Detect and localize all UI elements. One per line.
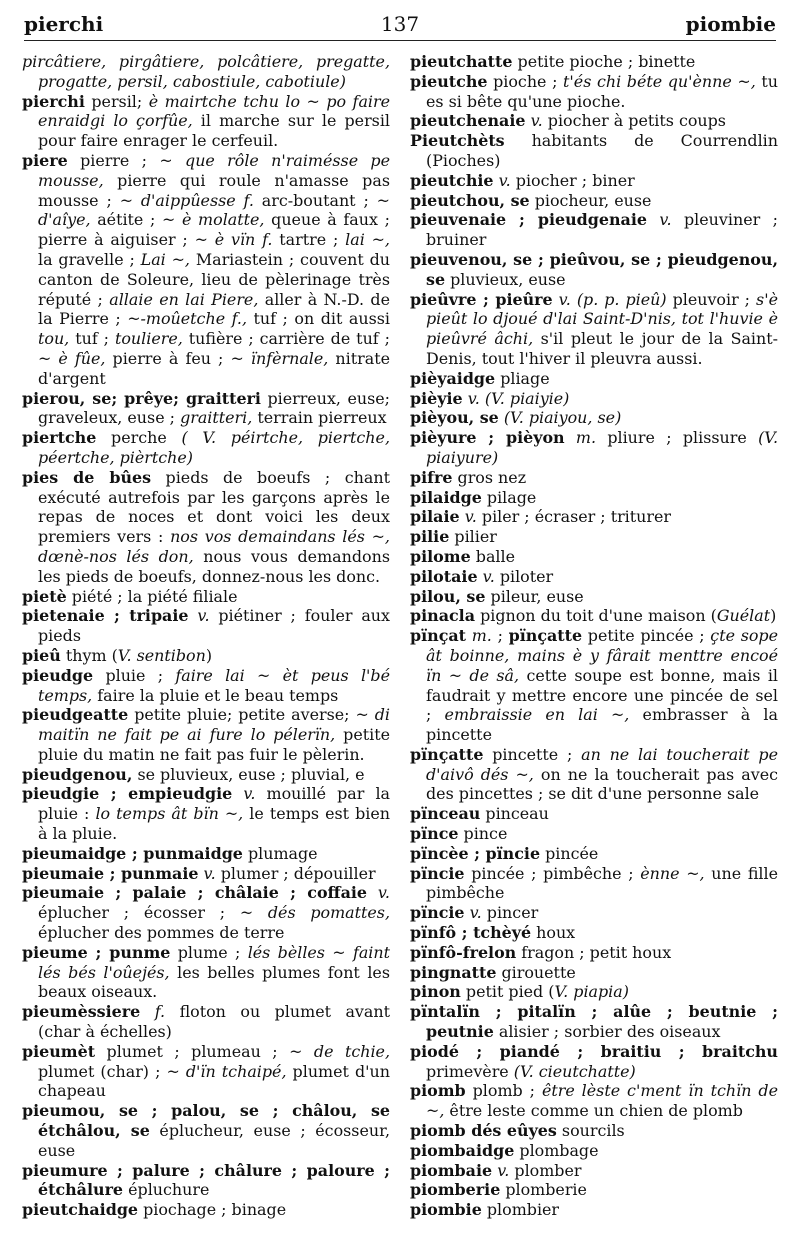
entry-headword: pieumaie ; palaie ; châlaie ; coffaie [22, 883, 368, 903]
entry-definition: petit pied ( [460, 982, 555, 1002]
entry-definition: persil; [84, 91, 149, 111]
entry-headword: piombie [410, 1200, 482, 1220]
entry-headword: pieumure ; palure ; châlure ; paloure ; étchâlure [22, 1160, 390, 1200]
entry-headword: pierchi [22, 91, 85, 111]
entry-example: lés bèlles ~ faint lés bés l'oûejés, [38, 942, 390, 982]
dictionary-entry [22, 428, 390, 468]
entry-definition [140, 1002, 154, 1021]
entry-definition: Mariastein ; couvent du canton de Soleure, lieu de pèlerinage très réputé ; [38, 249, 390, 309]
entry-definition: les belles plumes font les beaux oiseaux. [38, 962, 390, 1002]
dictionary-entry [22, 666, 390, 706]
entry-headword: pilaie [410, 507, 460, 527]
dictionary-entry [410, 131, 778, 171]
entry-definition: queue à faux ; pierre à aiguiser ; [38, 210, 390, 250]
right-column [410, 52, 778, 1220]
entry-headword: pieûvre ; pieûre [410, 289, 553, 309]
entry-definition: piloter [494, 566, 554, 586]
dictionary-entry [410, 844, 778, 864]
entry-example: v. [203, 863, 216, 883]
entry-definition: plume ; [170, 942, 248, 962]
entry-example: ènne ~, [640, 863, 705, 883]
dictionary-entry [410, 1042, 778, 1082]
entry-definition [565, 428, 576, 447]
entry-headword: pingnatte [410, 962, 497, 982]
entry-definition: pluie ; [93, 665, 176, 685]
entry-headword: piombaidge [410, 1140, 515, 1160]
entry-definition: mouillé par la pluie : [38, 784, 390, 824]
entry-headword: pieutchaidge [22, 1200, 139, 1220]
entry-definition: plumet (char) ; [38, 1061, 167, 1081]
entry-example: v. (p. p. pieû) [558, 289, 667, 309]
entry-headword: piomb dés eûyes [410, 1121, 557, 1141]
entry-example: embraissie en lai ~, [444, 705, 630, 725]
dictionary-entry [410, 1141, 778, 1161]
dictionary-entry [410, 191, 778, 211]
entry-definition: fragon ; petit houx [516, 942, 672, 962]
dictionary-entry [410, 507, 778, 527]
dictionary-entry [22, 844, 390, 864]
dictionary-entry [410, 389, 778, 409]
entry-definition: être leste comme un chien de plomb [444, 1101, 743, 1121]
entry-definition: plumet ; plumeau ; [95, 1041, 290, 1061]
dictionary-entry [22, 587, 390, 607]
entry-example: lai ~, [345, 230, 390, 250]
entry-definition: piété ; la piété filiale [66, 586, 238, 606]
dictionary-entry [410, 250, 778, 290]
entry-headword: pïnçatte [410, 744, 484, 764]
entry-definition: pincer [481, 903, 539, 923]
entry-headword: piere [22, 150, 68, 170]
entry-definition: pince [458, 824, 508, 844]
dictionary-entry [22, 151, 390, 389]
entry-headword: pieutchie [410, 170, 494, 190]
entry-definition: houx [531, 923, 576, 943]
entry-headword: pïnceau [410, 804, 481, 824]
entry-example: ~ di maitïn ne fait pe ai fure lo pélerïn, [38, 705, 390, 745]
entry-definition: épluchure [123, 1180, 210, 1200]
dictionary-entry [410, 943, 778, 963]
entry-definition: éplucheur, euse ; écosseur, euse [38, 1121, 390, 1160]
entry-headword: pilome [410, 546, 471, 566]
dictionary-entry [22, 1002, 390, 1042]
entry-example: s'è pieût lo djoué d'lai Saint-D'nis, tot l'huvie è pieûvré âchi, [426, 289, 778, 349]
dictionary-entry [410, 171, 778, 191]
entry-example: nos vos demaindans lés ~, dœnè-nos lés don, [38, 527, 390, 566]
entry-definition: nitrate d'argent [38, 348, 390, 388]
dictionary-entry [22, 784, 390, 843]
entry-definition: le temps est bien à la pluie. [38, 804, 390, 844]
dictionary-entry [410, 290, 778, 369]
entry-definition: éplucher ; écosser ; [38, 903, 240, 923]
entry-example: être lèste c'ment ïn tchïn de ~, [426, 1081, 778, 1121]
entry-definition: plomberie [500, 1180, 587, 1200]
entry-headword: pïnfô-frelon [410, 942, 517, 962]
entry-definition: pliure ; plissure [596, 428, 759, 448]
entry-definition: aétite ; [90, 210, 163, 230]
dictionary-entry [410, 864, 778, 904]
entry-headword: pièyie [410, 388, 463, 408]
entry-definition: alisier ; sorbier des oiseaux [493, 1022, 721, 1042]
entry-definition: cette soupe est bonne, mais il faudrait y mettre encore une pincée de sel ; [426, 665, 778, 725]
entry-definition: thym ( [60, 645, 118, 665]
entry-example: ~ è vïn f. [194, 230, 273, 250]
dictionary-entry [22, 1161, 390, 1201]
entry-definition: pluvieux, euse [445, 269, 566, 289]
dictionary-entry [410, 488, 778, 508]
dictionary-entry [22, 943, 390, 1002]
dictionary-entry [410, 606, 778, 626]
dictionary-entry [22, 52, 390, 92]
entry-definition: pierre à feu ; [105, 348, 231, 368]
entry-example: ~ è molatte, [162, 210, 265, 230]
entry-definition: nous vous demandons les pieds de boeufs, donnez-nous les donc. [38, 546, 390, 586]
entry-headword: pïnce [410, 824, 459, 844]
dictionary-entry [410, 527, 778, 547]
entry-headword: pinon [410, 982, 461, 1002]
entry-definition: terrain pierreux [252, 408, 387, 428]
entry-example: (V. cieutchatte) [513, 1061, 636, 1081]
dictionary-entry [22, 1101, 390, 1160]
entry-headword: Pieutchèts [410, 131, 505, 151]
entry-example: allaie en lai Piere, [109, 289, 259, 309]
entry-definition: sourcils [556, 1121, 625, 1141]
entry-headword: pieudgenou, [22, 764, 133, 784]
dictionary-entry [410, 745, 778, 804]
dictionary-entry [22, 705, 390, 764]
dictionary-entry [410, 1121, 778, 1141]
entry-example: graitteri, [180, 408, 253, 428]
entry-definition: pieds de boeufs ; chant exécuté autrefois par les garçons après le repas de noces et dont voici les deux premiers vers : [38, 467, 390, 547]
entry-definition: tu es si bête qu'une pioche. [426, 71, 778, 111]
entry-headword: pieume ; punme [22, 942, 171, 962]
entry-headword: pilou, se [410, 586, 486, 606]
entry-definition: éplucher des pommes de terre [38, 923, 285, 943]
entry-definition: se pluvieux, euse ; pluvial, e [132, 764, 365, 784]
entry-headword: pieumou, se ; palou, se ; châlou, se étchâlou, se [22, 1101, 390, 1141]
entry-definition: plomb ; [465, 1081, 542, 1101]
entry-definition: piler ; écraser ; triturer [476, 507, 671, 527]
dictionary-entry [22, 883, 390, 942]
entry-definition: pignon du toit d'une maison ( [475, 606, 717, 626]
dictionary-entry [410, 468, 778, 488]
guide-word-right: piombie [685, 12, 776, 36]
entry-definition: habitants de Courrendlin (Pioches) [426, 131, 778, 170]
dictionary-entry [410, 428, 778, 468]
entry-headword: piombaie [410, 1160, 493, 1180]
entry-headword: pinacla [410, 606, 476, 626]
dictionary-entry [22, 1200, 390, 1220]
dictionary-entry [410, 824, 778, 844]
entry-definition: plombage [514, 1140, 599, 1160]
entry-headword: pieumaie ; punmaie [22, 863, 199, 883]
dictionary-entry [22, 646, 390, 666]
entry-definition: pincette ; [483, 744, 582, 764]
entry-headword: pieutche [410, 71, 488, 91]
entry-example: ( V. péirtche, piertche, péertche, pièrtche) [38, 428, 390, 467]
entry-definition: balle [470, 546, 515, 566]
entry-headword: pieutchatte [410, 52, 513, 71]
entry-example: faire lai ~ èt peus l'bé temps, [38, 665, 390, 705]
entry-example: an ne lai toucherait pe d'aivô dés ~, [426, 744, 778, 784]
entry-definition: pincée ; pimbêche ; [464, 863, 641, 883]
entry-example: Guélat [716, 606, 771, 626]
header-rule [24, 40, 776, 41]
entry-headword: piomb [410, 1081, 466, 1101]
dictionary-entry [410, 369, 778, 389]
guide-word-left: pierchi [24, 12, 104, 36]
entry-example: ~ dés pomattes, [239, 903, 390, 923]
entry-definition: tufière ; carrière de tuf ; [182, 329, 390, 349]
dictionary-entry [410, 804, 778, 824]
entry-definition: une fille pimbêche [426, 863, 778, 903]
entry-example: v. [243, 784, 256, 804]
entry-definition: petite pincée ; [582, 626, 711, 646]
entry-headword: pïnfô ; tchèyé [410, 923, 532, 943]
entry-definition: ) [205, 645, 213, 665]
entry-example: çte sope ât boinne, mains è y fârait menttre encoé ïn ~ de sâ, [426, 626, 778, 685]
entry-headword: pièyure ; pièyon [410, 428, 565, 448]
entry-definition: pileur, euse [485, 586, 584, 606]
entry-example: (V. piaiyou, se) [503, 408, 622, 428]
entry-example: v. [498, 170, 511, 190]
entry-example: V. piapia) [554, 982, 629, 1002]
dictionary-entry [410, 626, 778, 745]
entry-definition: tartre ; [272, 230, 346, 250]
entry-example: Lai ~, [140, 249, 190, 269]
entry-definition: la gravelle ; [38, 249, 141, 269]
dictionary-entry [410, 567, 778, 587]
entry-headword: pïnçat [410, 626, 467, 646]
dictionary-entry [410, 1180, 778, 1200]
entry-definition: pleuvoir ; [666, 289, 757, 309]
entry-headword: piertche [22, 428, 97, 448]
entry-example: v. [469, 903, 482, 923]
entry-definition: girouette [496, 962, 576, 982]
entry-headword: pieuvenaie ; pieudgenaie [410, 210, 647, 230]
entry-example: pircâtiere, pirgâtiere, polcâtiere, pregatte, progatte, persil, cabostiule, cabotiule) [22, 52, 390, 91]
dictionary-entry [410, 923, 778, 943]
entry-example: ~ d'aippûesse f. [119, 190, 254, 210]
entry-headword: pierou, se; prêye; graitteri [22, 388, 261, 408]
entry-example: ~ d'ïn tchaipé, [166, 1061, 287, 1081]
entry-headword: pieutchenaie [410, 111, 526, 131]
entry-headword: pietè [22, 586, 67, 606]
entry-headword: piodé ; piandé ; braitiu ; braitchu [410, 1041, 778, 1061]
entry-example: ~ d'aîye, [38, 190, 390, 230]
entry-definition: pincée [540, 843, 599, 863]
page-header [24, 6, 776, 38]
entry-headword: pietenaie ; tripaie [22, 606, 189, 626]
entry-definition: petite pluie; petite averse; [128, 705, 356, 725]
entry-headword: pièyaidge [410, 368, 496, 388]
dictionary-entry [410, 903, 778, 923]
entry-headword: pièyou, se [410, 408, 499, 428]
entry-definition: faire la pluie et le beau temps [92, 685, 339, 705]
entry-definition: pierre qui roule n'amasse pas mousse ; [38, 170, 390, 210]
entry-example: touliere, [114, 329, 183, 349]
entry-headword: pilie [410, 527, 450, 547]
entry-headword: pieudgeatte [22, 705, 129, 725]
entry-definition: piochage ; binage [138, 1200, 287, 1220]
entry-definition: ; [491, 626, 509, 646]
entry-definition: primevère [426, 1061, 514, 1081]
dictionary-entry [410, 982, 778, 1002]
entry-definition: s'il pleut le jour de la Saint-Denis, tout l'hiver il pleuvra aussi. [426, 329, 778, 368]
entry-definition: tuf ; on dit aussi [247, 309, 390, 329]
entry-headword: pilotaie [410, 566, 478, 586]
entry-headword: pieû [22, 645, 61, 665]
entry-headword: pieumaidge ; punmaidge [22, 843, 243, 863]
entry-headword: pïnçatte [508, 626, 583, 646]
entry-example: f. [154, 1002, 166, 1022]
entry-example: v. (V. piaiyie) [467, 388, 570, 408]
dictionary-entry [410, 1002, 778, 1042]
dictionary-entry [410, 587, 778, 607]
entry-example: tou, [38, 329, 70, 349]
entry-definition: il marche sur le persil pour faire enrager le cerfeuil. [38, 111, 390, 151]
dictionary-entry [410, 963, 778, 983]
dictionary-entry [22, 1042, 390, 1101]
entry-definition: embrasser à la pincette [426, 705, 778, 745]
page-number: 137 [380, 12, 420, 36]
dictionary-entry [410, 210, 778, 250]
entry-example: lo temps ât bïn ~, [95, 804, 244, 824]
dictionary-entry [22, 864, 390, 884]
dictionary-entry [22, 389, 390, 429]
entry-definition: pilage [481, 487, 537, 507]
entry-example: è mairtche tchu lo ~ po faire enraidgi lo çorfûe, [38, 91, 390, 131]
entry-definition: tuf ; [69, 329, 115, 349]
entry-headword: pies de bûes [22, 467, 152, 487]
entry-example: (V. piaiyure) [426, 428, 779, 467]
entry-definition: pilier [449, 527, 497, 547]
entry-definition: pleuviner ; bruiner [426, 210, 778, 250]
entry-definition: plombier [481, 1200, 560, 1220]
entry-example: ~ que rôle n'raimésse pe mousse, [38, 150, 391, 190]
entry-definition: pinceau [480, 804, 549, 824]
entry-definition: perche [96, 428, 182, 448]
entry-headword: pïncie [410, 863, 465, 883]
entry-example: v. [482, 566, 495, 586]
entry-definition: plumet d'un chapeau [38, 1061, 390, 1101]
left-column [22, 52, 390, 1220]
entry-definition: plumer ; dépouiller [215, 863, 376, 883]
entry-definition: arc-boutant ; [253, 190, 377, 210]
dictionary-entry [410, 547, 778, 567]
dictionary-entry [410, 72, 778, 112]
dictionary-entry [410, 1161, 778, 1181]
entry-definition: piocheur, euse [529, 190, 652, 210]
entry-definition: piocher à petits coups [542, 111, 726, 131]
entry-example: ~ ïnfèrnale, [230, 348, 329, 368]
dictionary-entry [410, 52, 778, 72]
entry-headword: piomberie [410, 1180, 501, 1200]
dictionary-entry [22, 765, 390, 785]
dictionary-entry [410, 408, 778, 428]
entry-example: V. sentibon [117, 645, 206, 665]
entry-definition: aller à N.-D. de la Pierre ; [38, 289, 390, 329]
entry-definition [232, 784, 243, 803]
dictionary-entry [410, 111, 778, 131]
entry-headword: pieudgie ; empieudgie [22, 784, 233, 804]
entry-headword: pieuvenou, se ; pieûvou, se ; pieudgenou, se [410, 249, 778, 289]
entry-example: ~ è fûe, [38, 348, 106, 368]
entry-definition: ) [770, 606, 777, 626]
entry-definition: petite pioche ; binette [512, 52, 696, 71]
entry-definition: floton ou plumet avant (char à échelles) [38, 1002, 390, 1042]
entry-headword: pilaidge [410, 487, 482, 507]
entry-example: v. [659, 210, 672, 230]
entry-example: ~-moûetche f., [127, 309, 248, 329]
entry-example: v. [197, 606, 210, 626]
entry-definition: pioche ; [487, 71, 564, 91]
entry-definition: plomber [509, 1160, 582, 1180]
dictionary-entry [410, 1081, 778, 1121]
entry-definition: gros nez [452, 467, 527, 487]
entry-example: m. [575, 428, 597, 448]
entry-headword: pïncèe ; pïncie [410, 843, 541, 863]
entry-headword: pieumèt [22, 1041, 96, 1061]
entry-headword: pifre [410, 467, 453, 487]
entry-example: m. [471, 626, 492, 646]
entry-definition: pierre ; [67, 150, 160, 170]
entry-definition: pliage [495, 368, 550, 388]
entry-headword: pïncie [410, 903, 465, 923]
entry-example: ~ de tchie, [289, 1041, 390, 1061]
entry-definition [367, 883, 378, 902]
dictionary-entry [22, 468, 390, 587]
entry-example: v. [530, 111, 543, 131]
entry-definition: piocher ; biner [510, 170, 635, 190]
entry-example: v. [464, 507, 477, 527]
entry-definition: on ne la toucherait pas avec des pincettes ; se dit d'une personne sale [426, 764, 779, 804]
entry-example: v. [377, 883, 390, 903]
entry-definition: pierreux, euse; graveleux, euse ; [38, 388, 390, 428]
entry-definition: plumage [242, 843, 318, 863]
entry-example: t'és chi béte qu'ènne ~, [563, 71, 756, 91]
entry-example: v. [497, 1160, 510, 1180]
entry-headword: pïntalïn ; pitalïn ; alûe ; beutnie ; peutnie [410, 1002, 778, 1042]
entry-headword: pieudge [22, 665, 94, 685]
entry-definition: petite pluie du matin ne fait pas fuir le pèlerin. [38, 725, 390, 764]
dictionary-entry [410, 1200, 778, 1220]
entry-headword: pieutchou, se [410, 190, 530, 210]
entry-definition [647, 210, 659, 229]
dictionary-entry [22, 606, 390, 646]
entry-headword: pieumèssiere [22, 1002, 141, 1022]
dictionary-entry [22, 92, 390, 151]
entry-definition: piétiner ; fouler aux pieds [38, 606, 391, 646]
